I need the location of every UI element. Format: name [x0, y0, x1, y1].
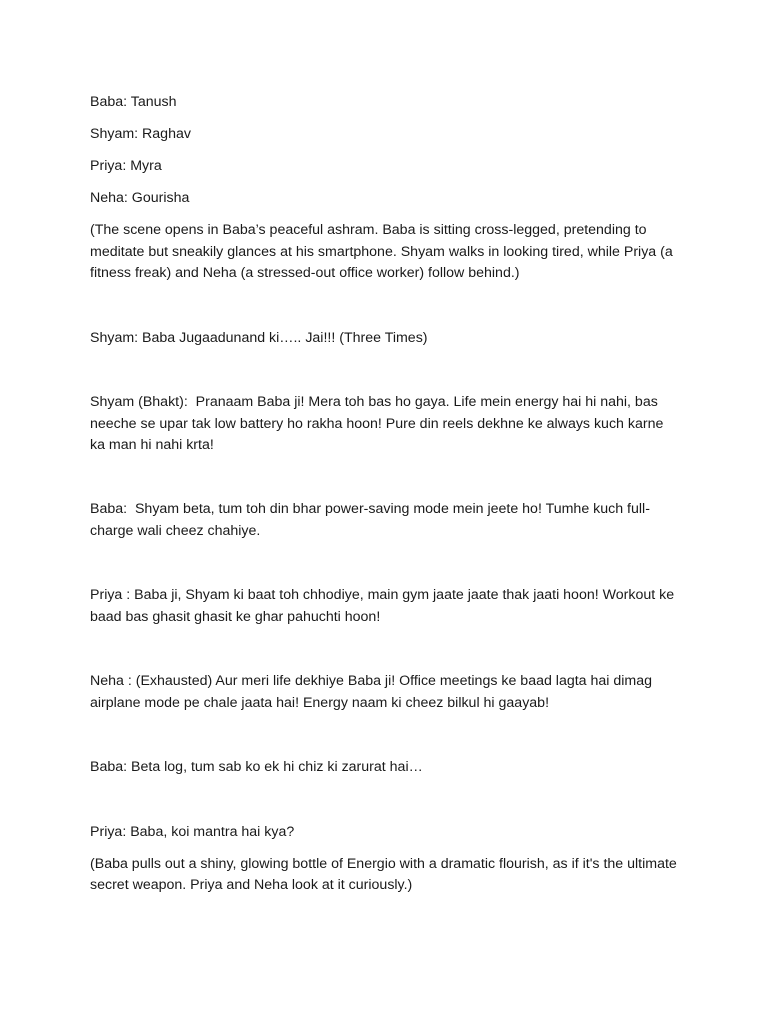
dialogue-shyam-chant: Shyam: Baba Jugaadunand ki….. Jai!!! (Three Times)	[90, 329, 428, 346]
dialogue-shyam-bhakt: Shyam (Bhakt): Pranaam Baba ji! Mera toh bas ho gaya. Life mein energy hai hi nahi, bas neeche se upar tak low battery ho rakha hoon! Pure din reels dekhne ke always kuch karne ka man hi nahi krta!	[90, 393, 668, 454]
stage-direction-energio: (Baba pulls out a shiny, glowing bottle of Energio with a dramatic flourish, as if it's the ultimate secret weapon. Priya and Neha look at it curiously.)	[90, 855, 681, 894]
dialogue-neha-office: Neha : (Exhausted) Aur meri life dekhiye Baba ji! Office meetings ke baad lagta hai dimag airplane mode pe chale jaata hai! Energy naam ki cheez bilkul hi gaayab!	[90, 673, 656, 712]
cast-line-shyam: Shyam: Raghav	[90, 125, 191, 142]
document-page	[90, 92, 680, 897]
dialogue-baba-power-saving: Baba: Shyam beta, tum toh din bhar power-saving mode mein jeete ho! Tumhe kuch full-charge wali cheez chahiye.	[90, 501, 650, 540]
cast-line-neha: Neha: Gourisha	[90, 189, 190, 206]
cast-line-baba: Baba: Tanush	[90, 94, 177, 110]
dialogue-priya-mantra: Priya: Baba, koi mantra hai kya?	[90, 823, 295, 840]
stage-direction-opening: (The scene opens in Baba’s peaceful ashram. Baba is sitting cross-legged, pretending to meditate but sneakily glances at his smartphone. Shyam walks in looking tired, while Priya (a fitness freak) and Neha (a stressed-out office worker) follow behind.)	[90, 221, 677, 282]
cast-line-priya: Priya: Myra	[90, 157, 162, 174]
dialogue-priya-gym: Priya : Baba ji, Shyam ki baat toh chhodiye, main gym jaate jaate thak jaati hoon! Workout ke baad bas ghasit ghasit ke ghar pahuchti hoon!	[90, 587, 679, 626]
dialogue-baba-zarurat: Baba: Beta log, tum sab ko ek hi chiz ki zarurat hai…	[90, 759, 423, 776]
